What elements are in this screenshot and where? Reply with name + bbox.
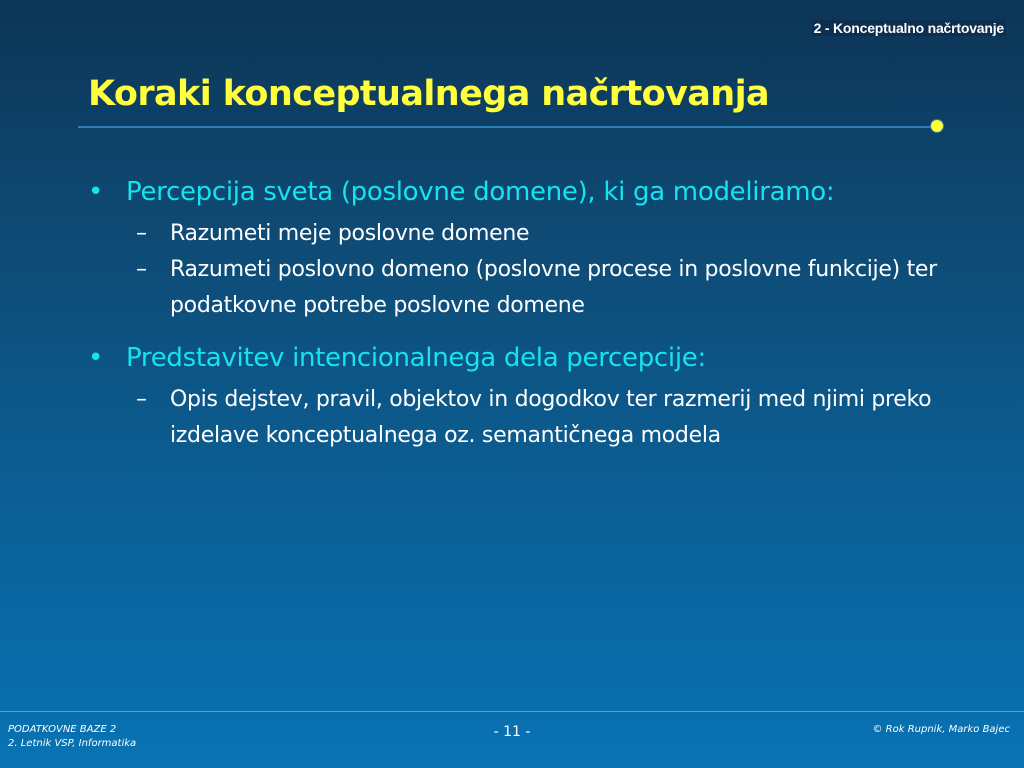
footer-copyright: © Rok Rupnik, Marko Bajec bbox=[872, 724, 1010, 735]
bullet-text: Percepcija sveta (poslovne domene), ki ga modeliramo: bbox=[126, 177, 835, 207]
dash-icon: – bbox=[136, 221, 147, 246]
sub-list bbox=[86, 216, 956, 324]
bullet-icon: • bbox=[88, 343, 104, 373]
footer-course: PODATKOVNE BAZE 2 bbox=[8, 724, 117, 735]
accent-dot-icon bbox=[930, 119, 944, 133]
sub-text: Opis dejstev, pravil, objektov in dogodkov ter razmerij med njimi preko izdelave konceptualnega oz. semantičnega modela bbox=[170, 387, 932, 448]
dash-icon: – bbox=[136, 257, 147, 282]
bullet-perception bbox=[86, 170, 956, 214]
bullet-text: Predstavitev intencionalnega dela percepcije: bbox=[126, 343, 706, 373]
slide-title: Koraki konceptualnega načrtovanja bbox=[88, 74, 769, 114]
bullet-representation bbox=[86, 336, 956, 380]
sub-text: Razumeti meje poslovne domene bbox=[170, 221, 530, 246]
sub-item bbox=[86, 382, 956, 454]
chapter-label: 2 - Konceptualno načrtovanje bbox=[813, 20, 1004, 36]
page-number: - 11 - bbox=[493, 724, 531, 740]
sub-item bbox=[86, 216, 956, 252]
title-underline bbox=[78, 126, 938, 128]
sub-list bbox=[86, 382, 956, 454]
sub-item bbox=[86, 252, 956, 324]
bullet-icon: • bbox=[88, 177, 104, 207]
dash-icon: – bbox=[136, 387, 147, 412]
footer-divider bbox=[0, 711, 1024, 712]
sub-text: Razumeti poslovno domeno (poslovne procese in poslovne funkcije) ter podatkovne potrebe poslovne domene bbox=[170, 257, 937, 318]
footer-program: 2. Letnik VSP, Informatika bbox=[8, 738, 137, 749]
slide-content bbox=[86, 170, 956, 466]
